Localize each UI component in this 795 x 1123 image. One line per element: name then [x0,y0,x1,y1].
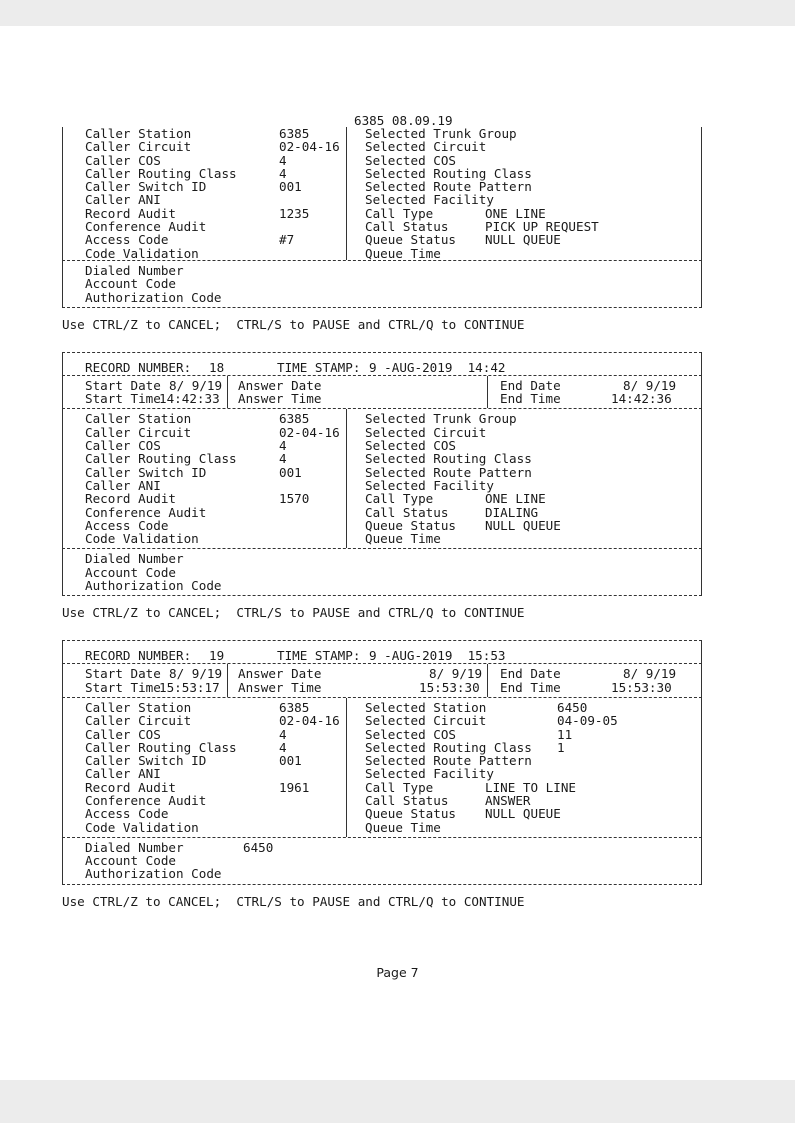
answer-time-label: Answer Time [238,391,322,407]
queue-time-label: Queue Time [365,245,441,261]
start-date-value: 8/ 9/19 [169,377,223,393]
field-row [63,767,701,780]
record-19 [62,640,702,884]
caller-station-value: 6385 [279,126,310,141]
field-row [63,781,701,794]
record-number-label: RECORD NUMBER: [85,648,192,664]
access-code-label: Access Code [85,517,169,533]
call-type-label: Call Type [365,779,434,795]
control-notice: Use CTRL/Z to CANCEL; CTRL/S to PAUSE and CTRL/Q to CONTINUE [62,893,525,909]
caller-circuit-value: 02-04-16 [279,139,340,155]
end-time-label: End Time [500,391,561,407]
caller-routing-class-label: Caller Routing Class [85,451,237,467]
caller-cos-value: 4 [279,438,287,454]
scan-border-top [0,0,795,26]
field-row [63,506,701,519]
start-time-value: 15:53:17 [159,679,220,695]
caller-switch-id-label: Caller Switch ID [85,464,207,480]
end-date-value: 8/ 9/19 [623,377,677,393]
field-row [63,701,701,714]
dialed-number-value: 6450 [243,839,274,855]
caller-circuit-value: 02-04-16 [279,424,340,440]
field-row [63,140,701,153]
field-row [63,807,701,820]
selected-facility-label: Selected Facility [365,477,494,493]
answer-date-label: Answer Date [238,666,322,682]
queue-status-label: Queue Status [365,806,456,822]
field-row [63,519,701,532]
start-date-label: Start Date [85,377,161,393]
queue-status-value: NULL QUEUE [485,517,561,533]
dialed-number-label: Dialed Number [85,262,184,278]
code-validation-label: Code Validation [85,819,199,835]
caller-routing-class-value: 4 [279,165,287,181]
account-code-label: Account Code [85,564,176,580]
selected-cos-label: Selected COS [365,726,456,742]
selected-route-pattern-label: Selected Route Pattern [365,464,532,480]
caller-switch-id-label: Caller Switch ID [85,179,207,195]
field-row [63,233,701,246]
dashed-divider [62,884,702,885]
field-row [63,552,701,565]
caller-circuit-label: Caller Circuit [85,713,192,729]
caller-switch-id-label: Caller Switch ID [85,753,207,769]
caller-ani-label: Caller ANI [85,766,161,782]
field-row [63,247,701,260]
field-row [63,412,701,425]
answer-date-value: 8/ 9/19 [429,666,483,682]
field-row [63,714,701,727]
start-time-label: Start Time [85,679,161,695]
dialed-section [62,549,702,595]
selected-cos-label: Selected COS [365,152,456,168]
caller-circuit-value: 02-04-16 [279,713,340,729]
call-status-label: Call Status [365,792,449,808]
answer-time-value: 15:53:30 [419,679,480,695]
field-row [63,579,701,592]
answer-date-label: Answer Date [238,377,322,393]
field-row [63,492,701,505]
end-time-value: 14:42:36 [611,391,672,407]
answer-time-label: Answer Time [238,679,322,695]
record-18 [62,352,702,596]
call-status-value: ANSWER [485,792,531,808]
authorization-code-label: Authorization Code [85,866,222,882]
field-row [63,566,701,579]
selected-first-label: Selected Trunk Group [365,126,517,141]
selected-circuit-label: Selected Circuit [365,424,487,440]
record-audit-label: Record Audit [85,491,176,507]
caller-routing-class-value: 4 [279,739,287,755]
field-row [63,728,701,741]
selected-routing-class-label: Selected Routing Class [365,451,532,467]
caller-ani-label: Caller ANI [85,192,161,208]
caller-selected-section [62,409,702,548]
selected-circuit-label: Selected Circuit [365,713,487,729]
field-row [63,841,701,854]
caller-routing-class-label: Caller Routing Class [85,739,237,755]
field-row [63,127,701,140]
field-row [63,452,701,465]
caller-station-label: Caller Station [85,411,192,427]
queue-status-value: NULL QUEUE [485,232,561,248]
selected-routing-class-label: Selected Routing Class [365,165,532,181]
call-status-label: Call Status [365,504,449,520]
conference-audit-label: Conference Audit [85,504,207,520]
caller-ani-label: Caller ANI [85,477,161,493]
selected-cos-value: 11 [557,726,573,742]
selected-station-value: 6450 [557,699,588,715]
call-type-label: Call Type [365,205,434,221]
selected-route-pattern-label: Selected Route Pattern [365,753,532,769]
call-type-label: Call Type [365,491,434,507]
queue-status-value: NULL QUEUE [485,806,561,822]
cdr-page [62,114,702,929]
record-number-value: 18 [209,359,225,375]
field-row [63,277,701,290]
field-row [63,741,701,754]
caller-switch-id-value: 001 [279,464,302,480]
queue-time-label: Queue Time [365,819,441,835]
caller-station-label: Caller Station [85,699,192,715]
field-row [63,821,701,834]
caller-circuit-label: Caller Circuit [85,424,192,440]
record-continued [62,127,702,308]
field-row [63,532,701,545]
selected-routing-class-label: Selected Routing Class [365,739,532,755]
caller-switch-id-value: 001 [279,753,302,769]
selected-circuit-value: 04-09-05 [557,713,618,729]
selected-routing-class-value: 1 [557,739,565,755]
start-time-value: 14:42:33 [159,391,220,407]
field-row [63,154,701,167]
dialed-section [62,261,702,307]
conference-audit-label: Conference Audit [85,219,207,235]
code-validation-label: Code Validation [85,531,199,547]
caller-switch-id-value: 001 [279,179,302,195]
dashed-divider [62,595,702,596]
caller-routing-class-value: 4 [279,451,287,467]
time-stamp-value: 9 -AUG-2019 14:42 [369,359,506,375]
field-row [63,667,701,680]
queue-time-label: Queue Time [365,531,441,547]
field-row [63,754,701,767]
field-row [63,180,701,193]
authorization-code-label: Authorization Code [85,578,222,594]
selected-facility-label: Selected Facility [365,192,494,208]
record-audit-label: Record Audit [85,779,176,795]
selected-facility-label: Selected Facility [365,766,494,782]
caller-circuit-label: Caller Circuit [85,139,192,155]
call-type-value: ONE LINE [485,205,546,221]
dashed-divider [62,307,702,308]
dialed-number-label: Dialed Number [85,839,184,855]
field-row [63,681,701,694]
dialed-section [62,838,702,884]
call-status-value: DIALING [485,504,539,520]
field-row [63,479,701,492]
field-row [63,867,701,880]
record-number-label: RECORD NUMBER: [85,359,192,375]
caller-cos-value: 4 [279,152,287,168]
start-date-label: Start Date [85,666,161,682]
page-number: Page 7 [376,965,419,980]
field-row [63,379,701,392]
record-audit-value: 1235 [279,205,310,221]
call-status-label: Call Status [365,219,449,235]
account-code-label: Account Code [85,853,176,869]
dialed-number-label: Dialed Number [85,551,184,567]
call-status-value: PICK UP REQUEST [485,219,599,235]
time-stamp-value: 9 -AUG-2019 15:53 [369,648,506,664]
field-row [63,794,701,807]
time-stamp-label: TIME STAMP: [277,648,361,664]
start-date-value: 8/ 9/19 [169,666,223,682]
end-time-label: End Time [500,679,561,695]
authorization-code-label: Authorization Code [85,289,222,305]
field-row [63,439,701,452]
record-audit-value: 1570 [279,491,310,507]
selected-cos-label: Selected COS [365,438,456,454]
caller-station-label: Caller Station [85,126,192,141]
field-row [63,291,701,304]
record-header-row [63,641,701,663]
code-validation-label: Code Validation [85,245,199,261]
selected-circuit-label: Selected Circuit [365,139,487,155]
start-time-label: Start Time [85,391,161,407]
control-notice: Use CTRL/Z to CANCEL; CTRL/S to PAUSE and CTRL/Q to CONTINUE [62,316,525,332]
call-type-value: ONE LINE [485,491,546,507]
field-row [63,264,701,277]
record-number-value: 19 [209,648,225,664]
field-row [63,167,701,180]
time-stamp-label: TIME STAMP: [277,359,361,375]
field-row [63,392,701,405]
queue-status-label: Queue Status [365,517,456,533]
caller-station-value: 6385 [279,699,310,715]
field-row [63,466,701,479]
call-type-value: LINE TO LINE [485,779,576,795]
account-code-label: Account Code [85,276,176,292]
queue-status-label: Queue Status [365,232,456,248]
end-time-value: 15:53:30 [611,679,672,695]
record-header-row [63,353,701,375]
caller-routing-class-label: Caller Routing Class [85,165,237,181]
access-code-label: Access Code [85,806,169,822]
times-section [62,376,702,409]
field-row [63,193,701,206]
caller-cos-label: Caller COS [85,438,161,454]
field-row [63,207,701,220]
control-notice: Use CTRL/Z to CANCEL; CTRL/S to PAUSE and CTRL/Q to CONTINUE [62,605,525,621]
end-date-label: End Date [500,377,561,393]
caller-station-value: 6385 [279,411,310,427]
caller-cos-label: Caller COS [85,726,161,742]
caller-selected-section [62,698,702,837]
field-row [63,426,701,439]
field-row [63,220,701,233]
scan-border-bottom [0,1080,795,1123]
access-code-label: Access Code [85,232,169,248]
field-row [63,854,701,867]
times-section [62,664,702,697]
page-header-line: 6385 08.09.19 [354,113,453,128]
end-date-value: 8/ 9/19 [623,666,677,682]
selected-first-label: Selected Station [365,699,487,715]
conference-audit-label: Conference Audit [85,792,207,808]
selected-first-label: Selected Trunk Group [365,411,517,427]
access-code-value: #7 [279,232,295,248]
caller-selected-section [62,127,702,260]
caller-cos-value: 4 [279,726,287,742]
selected-route-pattern-label: Selected Route Pattern [365,179,532,195]
record-header [62,353,702,375]
record-audit-label: Record Audit [85,205,176,221]
end-date-label: End Date [500,666,561,682]
record-audit-value: 1961 [279,779,310,795]
record-header [62,641,702,663]
caller-cos-label: Caller COS [85,152,161,168]
